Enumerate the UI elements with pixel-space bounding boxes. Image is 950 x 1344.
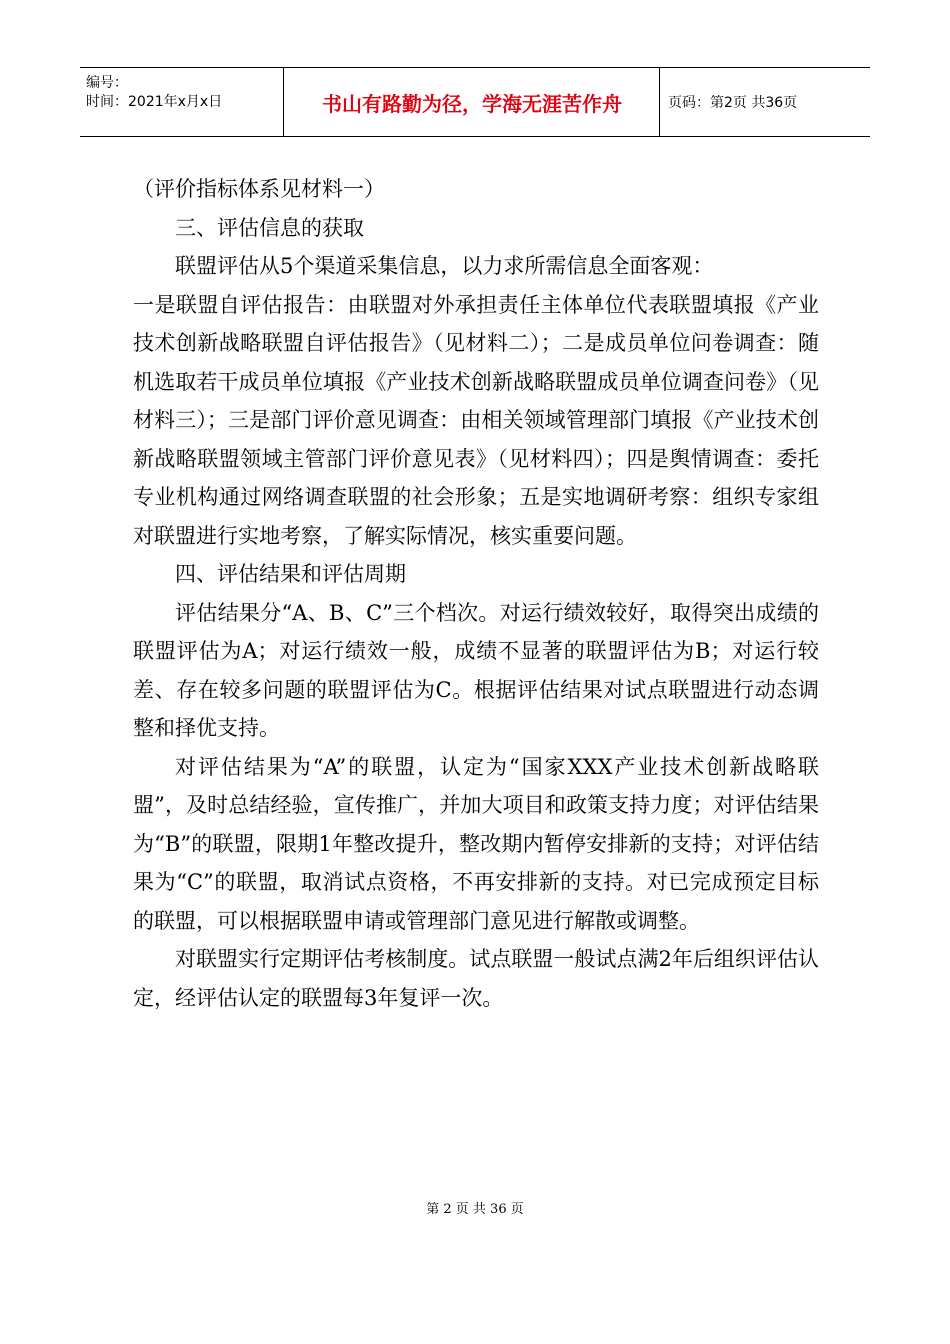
section-heading: 三、评估信息的获取 [175, 215, 364, 240]
paragraph: （评价指标体系见材料一） [133, 177, 385, 201]
paragraph: 一是联盟自评估报告：由联盟对外承担责任主体单位代表联盟填报《产业技术创新战略联盟自评估报告》（见材料二）；二是成员单位问卷调查：随机选取若干成员单位填报《产业技术创新战略联盟成员单位调查问卷》（见材料三）；三是部门评价意见调查：由相关领域管理部门填报《产业技术创新战略联盟领域主管部门评价意见表》（见材料四）；四是舆情调查：委托专业机构通过网络调查联盟的社会形象；五是实地调研考察：组织专家组对联盟进行实地考察，了解实际情况，核实重要问题。 [133, 292, 819, 548]
paragraph: 对评估结果为“A”的联盟，认定为“国家XXX产业技术创新战略联盟”，及时总结经验，宣传推广，并加大项目和政策支持力度；对评估结果为“B”的联盟，限期1年整改提升，整改期内暂停安排新的支持；对评估结果为“C”的联盟，取消试点资格，不再安排新的支持。对已完成预定目标的联盟，可以根据联盟申请或管理部门意见进行解散或调整。 [133, 754, 819, 933]
header-meta [80, 68, 284, 136]
page-header [80, 67, 870, 137]
header-page-info: 页码：第2页 共36页 [668, 95, 798, 111]
document-number-label: 编号： [86, 75, 128, 91]
document-time-label: 时间：2021年x月x日 [86, 94, 223, 110]
section-heading: 四、评估结果和评估周期 [175, 562, 406, 586]
paragraph: 对联盟实行定期评估考核制度。试点联盟一般试点满2年后组织评估认定，经评估认定的联盟每3年复评一次。 [133, 947, 819, 1010]
document-body [133, 170, 819, 1017]
paragraph: 联盟评估从5个渠道采集信息，以力求所需信息全面客观： [175, 254, 714, 278]
page-footer: 第 2 页 共 36 页 [426, 1202, 524, 1217]
paragraph: 评估结果分“A、B、C”三个档次。对运行绩效较好，取得突出成绩的联盟评估为A；对运行绩效一般，成绩不显著的联盟评估为B；对运行较差、存在较多问题的联盟评估为C。根据评估结果对试点联盟进行动态调整和择优支持。 [133, 600, 819, 740]
header-motto: 书山有路勤为径，学海无涯苦作舟 [285, 68, 660, 136]
